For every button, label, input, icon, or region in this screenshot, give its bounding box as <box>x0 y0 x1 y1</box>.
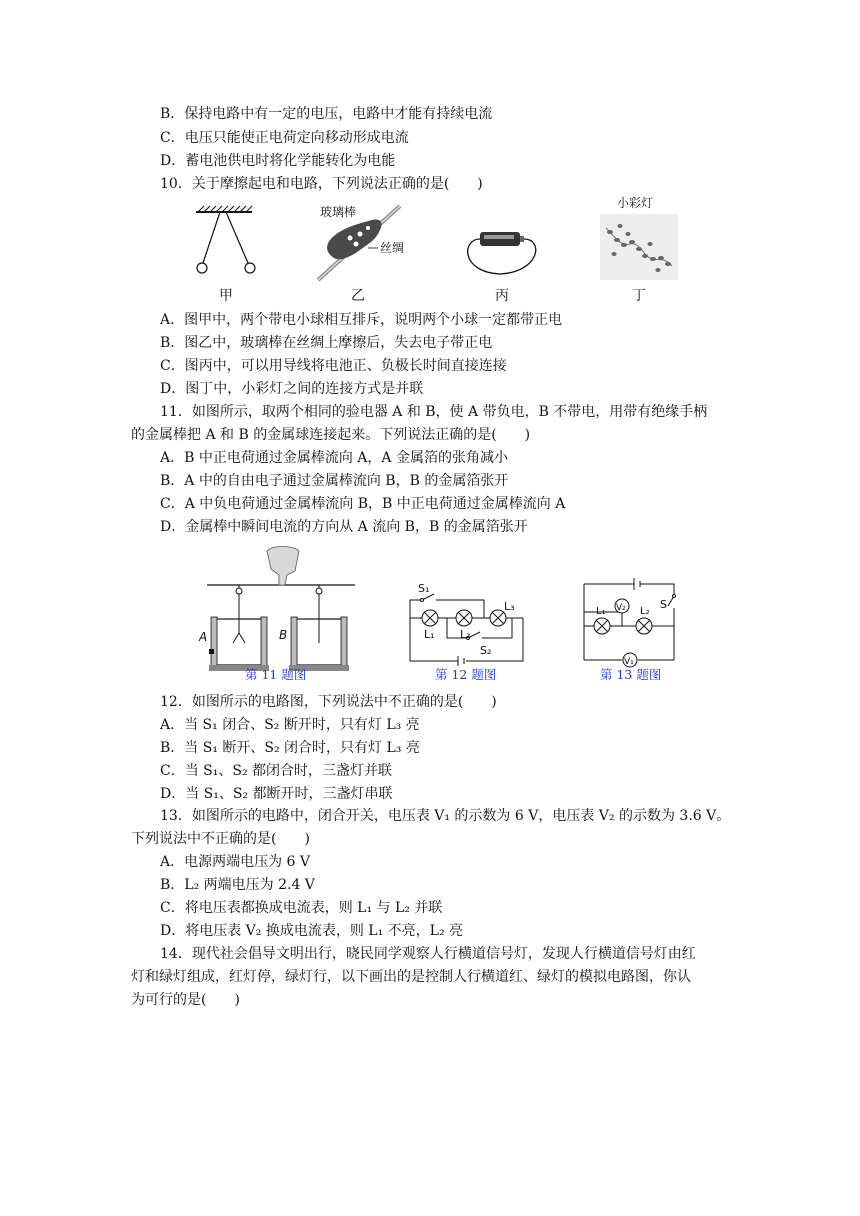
fig13-circuit <box>580 572 680 672</box>
q10-option-d: D．图丁中，小彩灯之间的连接方式是并联 <box>160 381 424 397</box>
fig12-l2: L₂ <box>460 628 471 641</box>
q10-option-b: B．图乙中，玻璃棒在丝绸上摩擦后，失去电子带正电 <box>160 335 493 351</box>
fig13-s: S <box>660 598 667 611</box>
q13-option-b: B．L₂ 两端电压为 2.4 V <box>160 877 315 893</box>
q13-stem-line1: 13．如图所示的电路中，闭合开关，电压表 V₁ 的示数为 6 V，电压表 V₂ 的示数为 3.6 V。 <box>160 808 731 824</box>
q11-option-d: D．金属棒中瞬间电流的方向从 A 流向 B，B 的金属箔张开 <box>160 519 528 535</box>
q11-option-a: A．B 中正电荷通过金属棒流向 A，A 金属箔的张角减小 <box>160 450 508 466</box>
q10-option-a: A．图甲中，两个带电小球相互排斥，说明两个小球一定都带正电 <box>160 312 563 328</box>
fig10-bing <box>458 220 548 280</box>
q14-line3: 为可行的是( ) <box>131 992 240 1008</box>
fig12-l1: L₁ <box>424 628 435 641</box>
silk-label: 丝绸 <box>380 241 405 255</box>
caption-jia: 甲 <box>219 288 233 304</box>
q13-stem-line2: 下列说法中不正确的是( ) <box>131 831 310 847</box>
fig12-s1: S₁ <box>418 582 430 595</box>
fig11-caption: 第 11 题图 <box>245 667 307 682</box>
fig12-circuit <box>400 576 535 666</box>
q14-line2: 灯和绿灯组成，红灯停，绿灯行，以下画出的是控制人行横道红、绿灯的模拟电路图，你认 <box>131 969 691 985</box>
fig12-caption: 第 12 题图 <box>435 667 497 682</box>
q11-stem-line1: 11．如图所示，取两个相同的验电器 A 和 B，使 A 带负电，B 不带电，用带有绝缘手柄 <box>160 404 708 420</box>
lights-label: 小彩灯 <box>617 196 654 210</box>
q12-option-c: C．当 S₁、S₂ 都闭合时，三盏灯并联 <box>160 763 393 779</box>
q13-option-c: C．将电压表都换成电流表，则 L₁ 与 L₂ 并联 <box>160 900 443 916</box>
fig13-v1: V₁ <box>624 657 634 667</box>
q9-option-c: C．电压只能使正电荷定向移动形成电流 <box>160 130 409 146</box>
q9-option-b: B．保持电路中有一定的电压，电路中才能有持续电流 <box>160 106 493 122</box>
fig10-ding <box>600 214 678 280</box>
q13-option-a: A．电源两端电压为 6 V <box>160 854 311 870</box>
caption-bing: 丙 <box>495 288 509 304</box>
fig13-l2: L₂ <box>640 606 650 617</box>
q12-option-b: B．当 S₁ 断开、S₂ 闭合时，只有灯 L₃ 亮 <box>160 740 420 756</box>
q14-line1: 14．现代社会倡导文明出行，晓民同学观察人行横道信号灯，发现人行横道信号灯由红 <box>160 946 696 962</box>
caption-yi: 乙 <box>351 288 365 304</box>
fig12-s2: S₂ <box>480 644 492 657</box>
q9-option-d: D．蓄电池供电时将化学能转化为电能 <box>160 153 396 169</box>
electroscope-b-label: B <box>279 628 288 642</box>
q12-stem: 12．如图所示的电路图，下列说法中不正确的是( ) <box>160 694 497 710</box>
q12-option-d: D．当 S₁、S₂ 都断开时，三盏灯串联 <box>160 786 393 802</box>
electroscope-a-label: A <box>199 630 208 644</box>
fig12-l3: L₃ <box>504 600 515 613</box>
rod-label: 玻璃棒 <box>320 205 357 219</box>
fig10-jia <box>190 200 270 280</box>
fig10-yi <box>310 200 410 285</box>
q11-option-c: C．A 中负电荷通过金属棒流向 B，B 中正电荷通过金属棒流向 A <box>160 496 566 512</box>
q10-option-c: C．图丙中，可以用导线将电池正、负极长时间直接连接 <box>160 358 507 374</box>
q13-option-d: D．将电压表 V₂ 换成电流表，则 L₁ 不亮，L₂ 亮 <box>160 923 464 939</box>
fig11-electroscopes <box>195 545 365 675</box>
fig13-v2: V₂ <box>616 603 626 613</box>
caption-ding: 丁 <box>632 288 646 304</box>
q12-option-a: A．当 S₁ 闭合、S₂ 断开时，只有灯 L₃ 亮 <box>160 717 420 733</box>
fig13-caption: 第 13 题图 <box>600 667 662 682</box>
fig13-l1: L₁ <box>596 606 606 617</box>
q11-option-b: B．A 中的自由电子通过金属棒流向 B，B 的金属箔张开 <box>160 473 509 489</box>
q10-stem: 10．关于摩擦起电和电路，下列说法正确的是( ) <box>160 176 483 192</box>
q11-stem-line2: 的金属棒把 A 和 B 的金属球连接起来。下列说法正确的是( ) <box>131 427 531 443</box>
